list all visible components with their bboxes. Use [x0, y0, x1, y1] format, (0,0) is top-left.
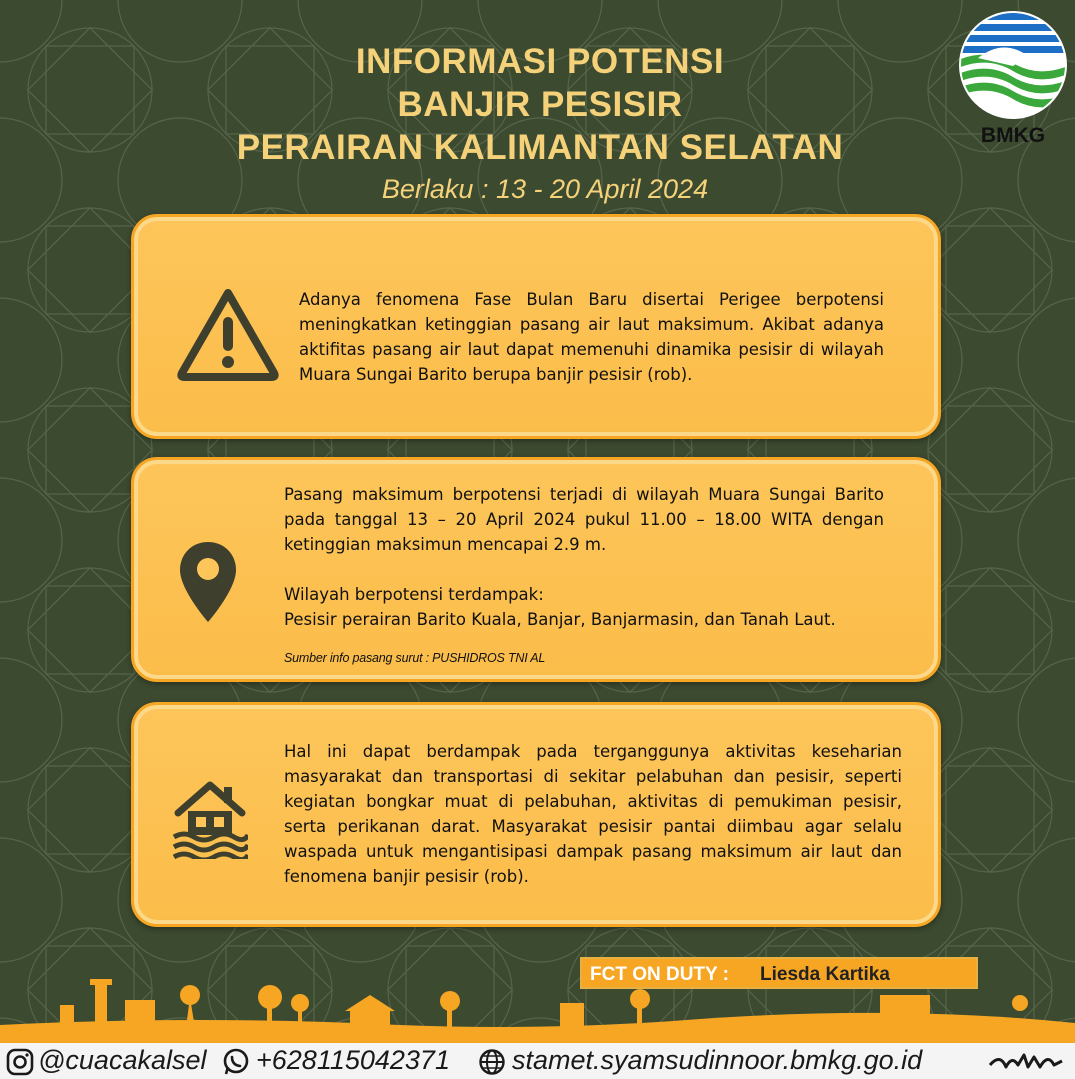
- impact-text: Hal ini dapat berdampak pada terganggunya aktivitas keseharian masyarakat dan transportasi di sekitar pelabuhan dan pesisir, seperti kegiatan bongkar muat di pelabuhan, aktivitas di pemukiman pesisir, serta perikanan darat. Masyarakat pesisir pantai diimbau agar selalu waspada untuk mengantisipasi dampak pasang maksimum air laut dan fenomena banjir pesisir (rob).: [284, 742, 902, 886]
- globe-icon: [478, 1048, 506, 1076]
- signature-logo-icon: [988, 1049, 1064, 1075]
- affected-region-text: Pesisir perairan Barito Kuala, Banjar, Banjarmasin, dan Tanah Laut.: [284, 610, 836, 629]
- data-source: Sumber info pasang surut : PUSHIDROS TNI AL: [284, 651, 546, 665]
- instagram-icon: [6, 1048, 34, 1076]
- logo-text: BMKG: [980, 124, 1046, 147]
- page-title: [120, 40, 960, 169]
- skyline-decoration: [0, 975, 1075, 1045]
- tide-timing-text: Pasang maksimum berpotensi terjadi di wilayah Muara Sungai Barito pada tanggal 13 – 20 April 2024 pukul 11.00 – 18.00 WITA dengan ketinggian maksimun mencapai 2.9 m.: [284, 485, 884, 554]
- duty-label: FCT ON DUTY :: [590, 964, 729, 985]
- title-line-1: INFORMASI POTENSI: [355, 42, 725, 81]
- info-card-phenomenon: [131, 214, 941, 439]
- website-link[interactable]: stamet.syamsudinnoor.bmkg.go.id: [512, 1045, 923, 1075]
- validity-period: Berlaku : 13 - 20 April 2024: [381, 174, 709, 204]
- whatsapp-icon: [222, 1048, 250, 1076]
- footer-bar: [0, 1043, 1075, 1079]
- location-pin-icon: [178, 540, 238, 624]
- phenomenon-text: Adanya fenomena Fase Bulan Baru disertai Perigee berpotensi meningkatkan ketinggian pasang air laut maksimum. Akibat adanya aktifitas pasang air laut dapat memenuhi dinamika pesisir di wilayah Muara Sungai Barito berupa banjir pesisir (rob).: [299, 290, 884, 384]
- instagram-handle[interactable]: @cuacakalsel: [38, 1045, 207, 1075]
- info-card-impact: [131, 702, 941, 927]
- bmkg-logo: [958, 8, 1068, 148]
- title-line-2: BANJIR PESISIR: [397, 85, 683, 124]
- affected-region-label: Wilayah berpotensi terdampak:: [284, 585, 544, 604]
- whatsapp-number[interactable]: +628115042371: [256, 1045, 450, 1075]
- info-card-location: [131, 457, 941, 682]
- flooded-house-icon: [172, 779, 248, 859]
- warning-icon: [176, 287, 280, 381]
- location-text: [284, 482, 884, 671]
- duty-name: Liesda Kartika: [760, 964, 890, 985]
- bmkg-emblem-icon: [958, 8, 1068, 123]
- title-line-3: PERAIRAN KALIMANTAN SELATAN: [236, 128, 844, 167]
